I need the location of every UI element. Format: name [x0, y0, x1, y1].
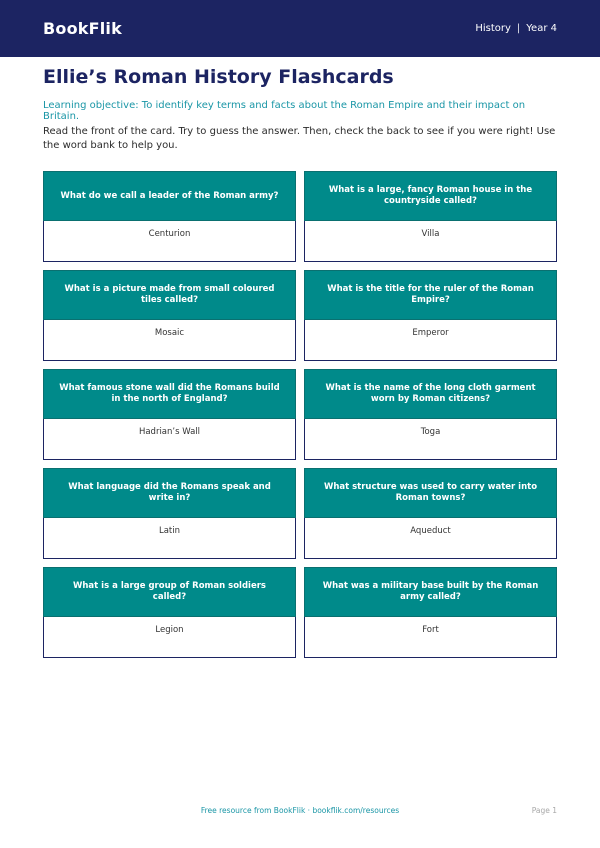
learning-objective: Learning objective: To identify key terms and facts about the Roman Empire and their impact on Britain. [43, 100, 526, 122]
footer-source-link[interactable]: Free resource from BookFlik · bookflik.com/resources [200, 806, 400, 815]
card-front: What was a military base built by the Roman army called? [304, 567, 557, 617]
page-header [0, 0, 600, 57]
card-back: Aqueduct [304, 518, 557, 559]
card-front: What famous stone wall did the Romans build in the north of England? [43, 369, 296, 419]
flashcard [43, 171, 296, 262]
card-back: Emperor [304, 320, 557, 361]
card-back: Latin [43, 518, 296, 559]
flashcard [43, 270, 296, 361]
flashcard [304, 567, 557, 658]
flashcard [304, 468, 557, 559]
card-front: What is the title for the ruler of the Roman Empire? [304, 270, 557, 320]
year-label: Year 4 [526, 23, 557, 34]
flashcard [43, 567, 296, 658]
flashcard [43, 369, 296, 460]
card-front: What do we call a leader of the Roman army? [43, 171, 296, 221]
card-front: What language did the Romans speak and write in? [43, 468, 296, 518]
card-front: What structure was used to carry water into Roman towns? [304, 468, 557, 518]
card-back: Villa [304, 221, 557, 262]
subject-label: History [475, 23, 511, 34]
card-back: Mosaic [43, 320, 296, 361]
page-footer [0, 806, 600, 820]
card-back: Legion [43, 617, 296, 658]
brand-logo: BookFlik [43, 19, 122, 38]
flashcard [304, 171, 557, 262]
flashcard-grid [43, 171, 557, 658]
card-front: What is a large, fancy Roman house in the countryside called? [304, 171, 557, 221]
card-back: Fort [304, 617, 557, 658]
flashcard [43, 468, 296, 559]
page-title: Ellie’s Roman History Flashcards [43, 66, 394, 88]
card-back: Toga [304, 419, 557, 460]
page-number: Page 1 [531, 806, 557, 815]
card-front: What is a large group of Roman soldiers called? [43, 567, 296, 617]
card-back: Hadrian’s Wall [43, 419, 296, 460]
card-front: What is the name of the long cloth garment worn by Roman citizens? [304, 369, 557, 419]
card-front: What is a picture made from small coloured tiles called? [43, 270, 296, 320]
flashcard [304, 270, 557, 361]
header-meta [475, 23, 557, 34]
instructions: Read the front of the card. Try to guess the answer. Then, check the back to see if you were right! Use the word bank to help you. [43, 126, 556, 151]
flashcard [304, 369, 557, 460]
card-back: Centurion [43, 221, 296, 262]
meta-separator: | [516, 23, 521, 34]
